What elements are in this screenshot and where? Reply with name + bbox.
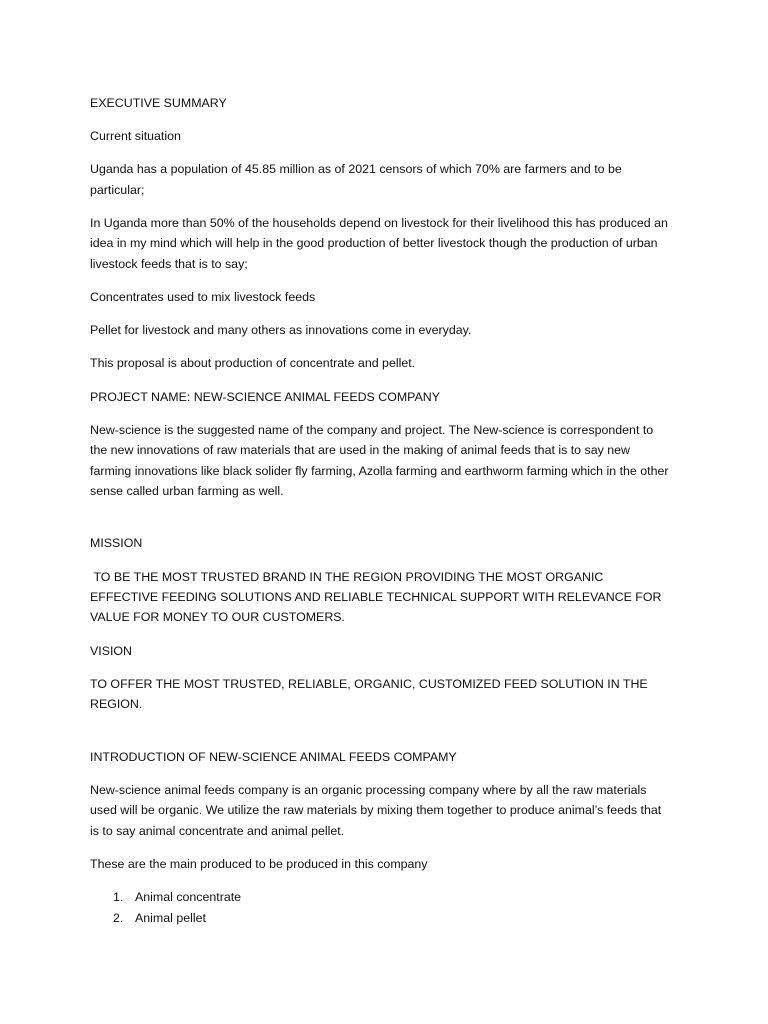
list-item [90,908,670,928]
vision-paragraph: TO OFFER THE MOST TRUSTED, RELIABLE, ORGANIC, CUSTOMIZED FEED SOLUTION IN THE REGION. [90,676,648,712]
current-situation-heading: Current situation [90,129,181,144]
document-body [90,93,670,928]
proposal-paragraph: This proposal is about production of concentrate and pellet. [90,356,416,371]
list-item-number: 2. [113,910,124,925]
concentrates-paragraph: Concentrates used to mix livestock feeds [90,290,316,305]
population-paragraph: Uganda has a population of 45.85 million as of 2021 censors of which 70% are farmers and to be particular; [90,162,622,197]
products-list [90,887,670,928]
pellet-paragraph: Pellet for livestock and many others as innovations come in everyday. [90,323,472,338]
project-name-heading: PROJECT NAME: NEW-SCIENCE ANIMAL FEEDS COMPANY [90,389,440,404]
executive-summary-heading: EXECUTIVE SUMMARY [90,96,227,110]
products-intro-paragraph: These are the main produced to be produced in this company [90,856,428,871]
list-item-label: Animal pellet [135,910,206,925]
mission-paragraph: TO BE THE MOST TRUSTED BRAND IN THE REGION PROVIDING THE MOST ORGANIC EFFECTIVE FEEDING SOLUTIONS AND RELIABLE TECHNICAL SUPPORT WITH RELEVANCE FOR VALUE FOR MONEY TO OUR CUSTOMERS. [90,569,665,625]
introduction-heading: INTRODUCTION OF NEW-SCIENCE ANIMAL FEEDS COMPAMY [90,749,457,764]
list-item-label: Animal concentrate [135,890,242,905]
livestock-paragraph: In Uganda more than 50% of the households depend on livestock for their livelihood this has produced an idea in my mind which will help in the good production of better livestock though the production of urban livestock feeds that is to say; [90,216,668,271]
list-item-number: 1. [113,890,124,905]
vision-heading: VISION [90,643,132,658]
introduction-paragraph: New-science animal feeds company is an organic processing company where by all the raw materials used will be organic. We utilize the raw materials by mixing them together to produce animal’s feeds that is to say animal concentrate and animal pellet. [90,782,662,838]
list-item [90,887,670,907]
new-science-paragraph: New-science is the suggested name of the company and project. The New-science is correspondent to the new innovations of raw materials that are used in the making of animal feeds that is to say new farming innovations like black solider fly farming, Azolla farming and earthworm farming which in the other sense called urban farming as well. [90,422,669,499]
mission-heading: MISSION [90,536,143,551]
